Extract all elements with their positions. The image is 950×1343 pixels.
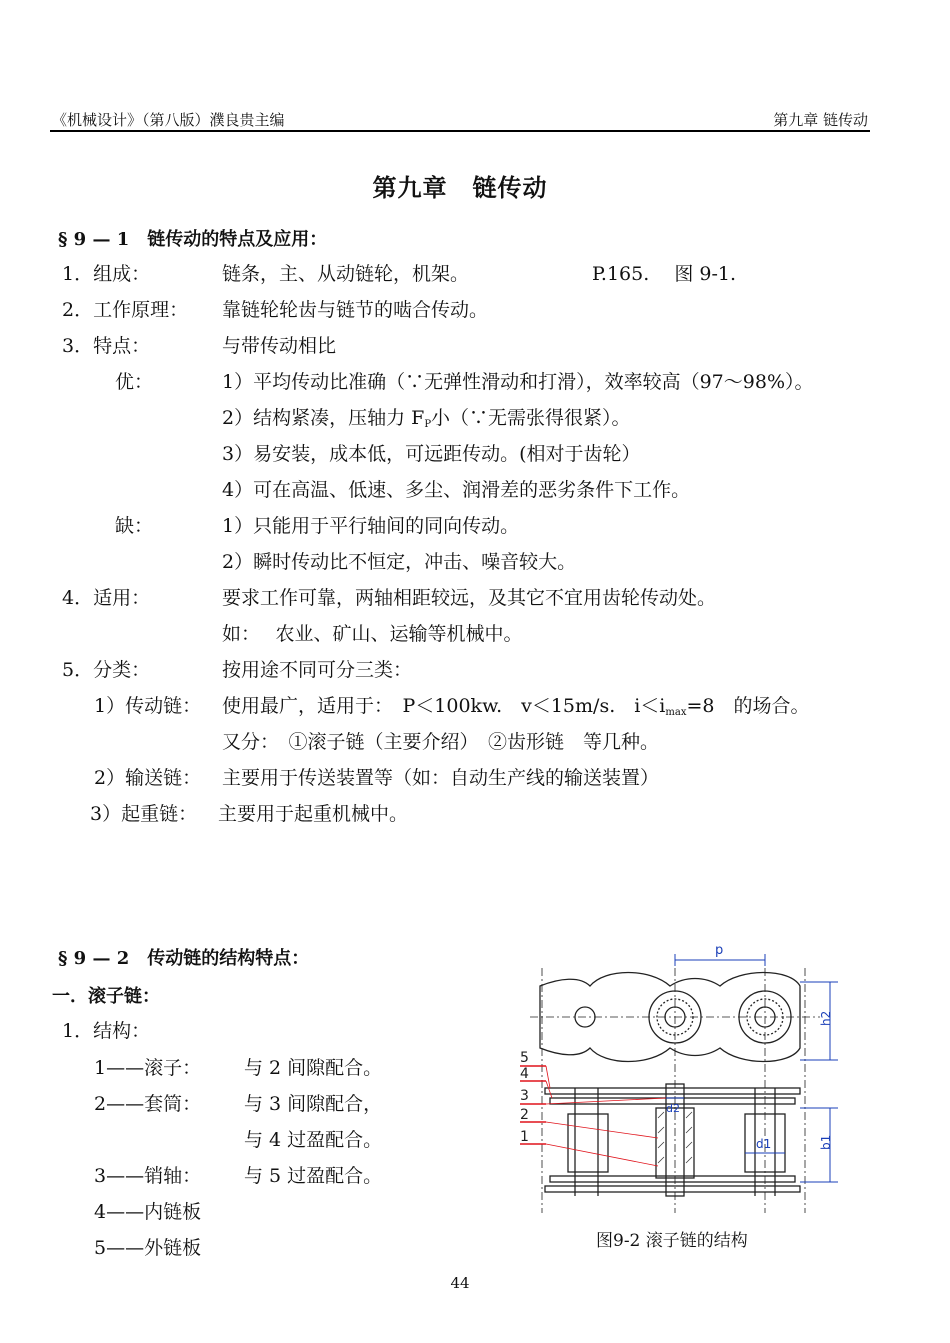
section-heading: § 9 — 2 传动链的结构特点： <box>58 948 310 969</box>
pitch-label: p <box>715 943 724 958</box>
section-heading: § 9 — 1 链传动的特点及应用： <box>58 229 328 250</box>
h2-label: h2 <box>819 1010 833 1026</box>
item-label: 2）输送链： <box>94 767 202 789</box>
callout-5: 5 <box>520 1050 529 1066</box>
page-reference: P.165. 图 9-1. <box>592 263 736 285</box>
chapter-title: 第九章 链传动 <box>372 173 548 202</box>
item-text: 靠链轮轮齿与链节的啮合传动。 <box>222 299 489 321</box>
d1-label: d1 <box>756 1137 772 1151</box>
inner-plate-bottom <box>550 1176 795 1182</box>
item-label: 1．组成： <box>62 263 151 285</box>
part-name: 2——套筒： <box>94 1093 202 1115</box>
item-text: 2）瞬时传动比不恒定，冲击、噪音较大。 <box>222 551 577 573</box>
part-desc: 与 4 过盈配合。 <box>244 1129 383 1151</box>
item-label: 1）传动链： <box>94 695 202 717</box>
item-text: 如： 农业、矿山、运输等机械中。 <box>222 623 523 645</box>
roller-chain-figure <box>500 938 870 1230</box>
b1-label: b1 <box>819 1134 833 1150</box>
item-text: 主要用于传送装置等（如：自动生产线的输送装置） <box>222 767 660 789</box>
figure-caption: 图9-2 滚子链的结构 <box>596 1231 748 1251</box>
callout-3: 3 <box>520 1088 529 1104</box>
item-text: 1）平均传动比准确（∵无弹性滑动和打滑），效率较高（97～98%）。 <box>222 371 814 393</box>
part-desc: 与 5 过盈配合。 <box>244 1165 383 1187</box>
item-label: 2．工作原理： <box>62 299 189 321</box>
callout-1: 1 <box>520 1129 529 1145</box>
item-text: 按用途不同可分三类： <box>222 659 413 681</box>
disadvantages-label: 缺： <box>115 515 154 537</box>
header-rule <box>50 130 870 132</box>
item-text: 又分： ①滚子链（主要介绍） ②齿形链 等几种。 <box>222 731 660 753</box>
outer-plate-top <box>545 1088 800 1094</box>
subsection-heading: 一．滚子链： <box>52 986 160 1007</box>
part-desc: 与 3 间隙配合， <box>244 1093 383 1115</box>
advantages-label: 优： <box>115 371 154 393</box>
item-text: 1）只能用于平行轴间的同向传动。 <box>222 515 520 537</box>
header-right: 第九章 链传动 <box>773 111 868 129</box>
item-text: 要求工作可靠，两轴相距较远，及其它不宜用齿轮传动处。 <box>222 587 717 609</box>
item-label: 3）起重链： <box>90 803 198 825</box>
item-text: 主要用于起重机械中。 <box>218 803 409 825</box>
callout-4: 4 <box>520 1066 529 1082</box>
d2-label: d2 <box>666 1102 680 1115</box>
item-text: 使用最广，适用于： P＜100kw. v＜15m/s. $i<i_{max}=8$ 的场合。 <box>222 695 810 718</box>
callout-2: 2 <box>520 1107 529 1123</box>
item-label: 4．适用： <box>62 587 151 609</box>
item-label: 3．特点： <box>62 335 151 357</box>
item-text: 与带传动相比 <box>222 335 337 357</box>
item-label: 5．分类： <box>62 659 151 681</box>
part-name: 3——销轴： <box>94 1165 202 1187</box>
page-number: 44 <box>450 1274 470 1292</box>
item-text: 4）可在高温、低速、多尘、润滑差的恶劣条件下工作。 <box>222 479 691 501</box>
item-text: 2）结构紧凑，压轴力 $F_P$小（∵无需张得很紧）。 <box>222 407 631 430</box>
outer-plate-bottom <box>545 1186 800 1192</box>
roller-left <box>568 1114 608 1172</box>
part-desc: 与 2 间隙配合。 <box>244 1057 383 1079</box>
structure-label: 1．结构： <box>62 1020 151 1042</box>
item-text: 链条，主、从动链轮，机架。 <box>222 263 470 285</box>
part-name: 5——外链板 <box>94 1237 202 1259</box>
part-name: 1——滚子： <box>94 1057 202 1079</box>
header-left: 《机械设计》（第八版）濮良贵主编 <box>52 111 285 129</box>
part-name: 4——内链板 <box>94 1201 202 1223</box>
item-text: 3）易安装，成本低，可远距传动。(相对于齿轮） <box>222 443 641 465</box>
